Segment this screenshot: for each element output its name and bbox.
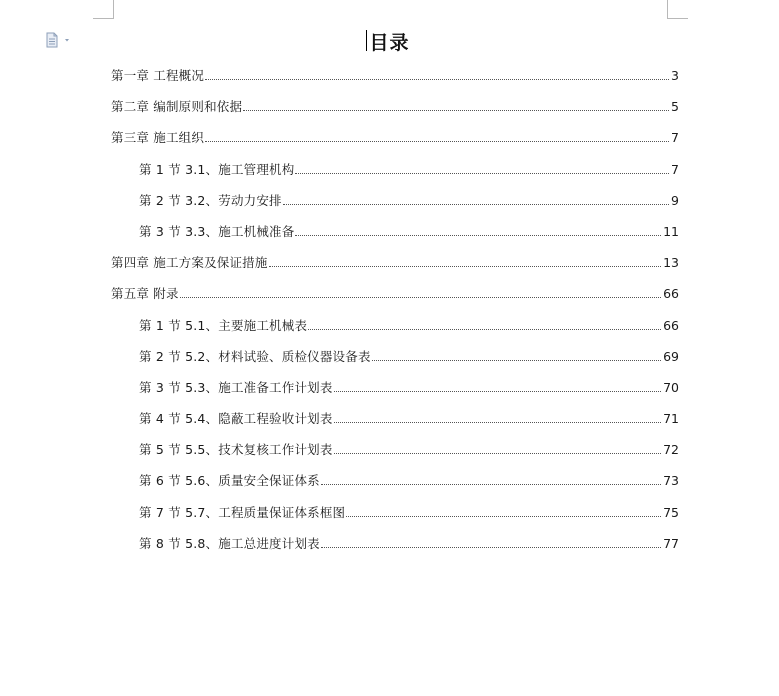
toc-entry-text: 第 7 节 5.7、工程质量保证体系框图 [139, 504, 346, 520]
text-cursor [366, 30, 367, 51]
toc-dot-leader [295, 172, 669, 174]
toc-entry[interactable] [111, 222, 679, 253]
toc-entry[interactable] [111, 471, 679, 502]
toc-page-number: 11 [663, 223, 679, 239]
toc-entry-text: 第 3 节 3.3、施工机械准备 [139, 223, 295, 239]
toc-entry[interactable] [111, 534, 679, 565]
toc-title-text: 目录 [369, 32, 410, 54]
toc-dot-leader [321, 546, 661, 548]
toc-page-number: 3 [671, 68, 679, 83]
toc-entry-text: 第五章 附录 [111, 286, 179, 302]
toc-page-number: 70 [663, 379, 679, 395]
toc-page-number: 77 [663, 535, 679, 551]
toc-entry-text: 第二章 编制原则和依据 [111, 99, 243, 115]
toc-entry-text: 第 1 节 5.1、主要施工机械表 [139, 317, 308, 333]
toc-entry-text: 第 2 节 5.2、材料试验、质检仪器设备表 [139, 348, 371, 364]
toc-entry[interactable] [111, 253, 679, 284]
toc-entry[interactable] [111, 284, 679, 315]
toc-entry[interactable] [111, 409, 679, 440]
toc-entry-text: 第三章 施工组织 [111, 130, 205, 146]
toc-entry[interactable] [111, 97, 679, 128]
toc-entry-text: 第 2 节 3.2、劳动力安排 [139, 192, 282, 208]
toc-entry[interactable] [111, 66, 679, 97]
toc-entry[interactable] [111, 128, 679, 159]
toc-dot-leader [243, 109, 669, 111]
toc-entry[interactable] [111, 160, 679, 191]
toc-entry-text: 第 1 节 3.1、施工管理机构 [139, 161, 295, 177]
toc-dot-leader [372, 359, 661, 361]
toc-entry-text: 第 3 节 5.3、施工准备工作计划表 [139, 379, 333, 395]
toc-dot-leader [269, 265, 662, 267]
toc-dot-leader [180, 296, 661, 298]
toc-entry[interactable] [111, 378, 679, 409]
toc-page-number: 9 [671, 192, 679, 208]
toc-entry-text: 第 6 节 5.6、质量安全保证体系 [139, 473, 320, 489]
toc-dot-leader [295, 234, 661, 236]
toc-entry-text: 第 5 节 5.5、技术复核工作计划表 [139, 442, 333, 458]
toc-entry[interactable] [111, 347, 679, 378]
toc-dot-leader [321, 483, 661, 485]
toc-page-number: 66 [663, 286, 679, 302]
toc-dot-leader [346, 515, 661, 517]
toc-page-number: 13 [663, 255, 679, 271]
toc-page-number: 7 [671, 130, 679, 146]
toc-page-number: 75 [663, 504, 679, 520]
toc-dot-leader [334, 390, 662, 392]
toc-dot-leader [334, 452, 662, 454]
toc-entry[interactable] [111, 440, 679, 471]
toc-entry-text: 第 8 节 5.8、施工总进度计划表 [139, 535, 320, 551]
toc-dot-leader [205, 140, 669, 142]
toc-entry-text: 第四章 施工方案及保证措施 [111, 255, 268, 271]
toc-dot-leader [334, 421, 662, 423]
page-margin-corner-top-right [667, 0, 688, 19]
toc-page-number: 73 [663, 473, 679, 489]
toc-page-number: 72 [663, 442, 679, 458]
toc-dot-leader [283, 203, 669, 205]
toc-dot-leader [308, 328, 661, 330]
toc-entry[interactable] [111, 503, 679, 534]
toc-page-number: 5 [671, 99, 679, 115]
toc-entry[interactable] [111, 316, 679, 347]
toc-page-number: 66 [663, 317, 679, 333]
toc-page-number: 69 [663, 348, 679, 364]
toc-dot-leader [205, 78, 669, 80]
page-margin-corner-top-left [93, 0, 114, 19]
table-of-contents [111, 66, 679, 565]
toc-page-number: 7 [671, 161, 679, 177]
toc-entry-text: 第 4 节 5.4、隐蔽工程验收计划表 [139, 411, 333, 427]
toc-entry[interactable] [111, 191, 679, 222]
toc-page-number: 71 [663, 411, 679, 427]
toc-title[interactable] [369, 28, 409, 55]
toc-entry-text: 第一章 工程概况 [111, 68, 205, 83]
